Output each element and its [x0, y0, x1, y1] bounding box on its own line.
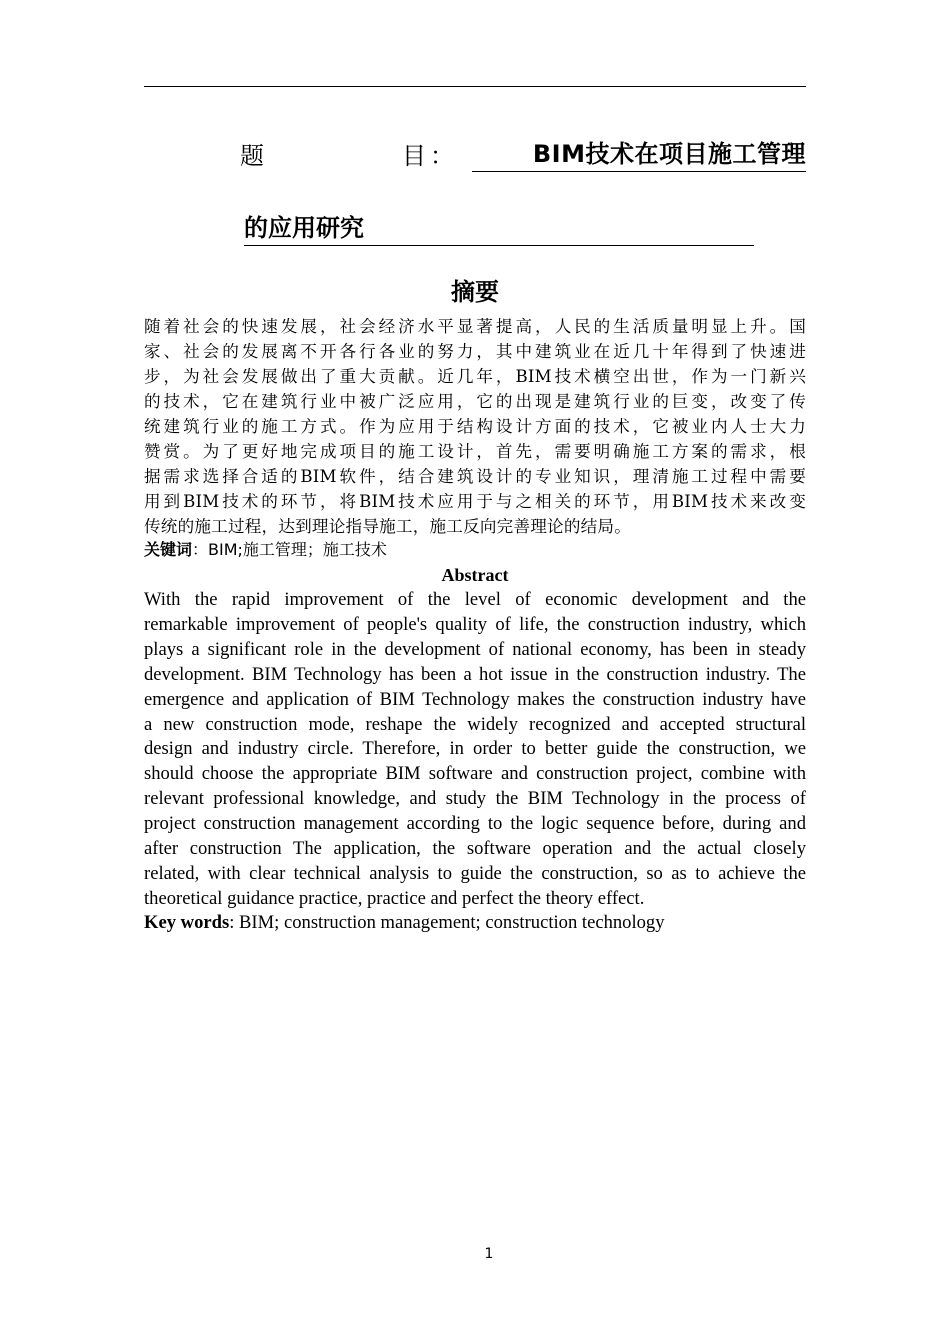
title-label-char2: 目: [402, 142, 426, 170]
abstract-cn-body: [144, 314, 806, 539]
abstract-cn-line: 用到BIM技术的环节，将BIM技术应用于与之相关的环节，用BIM技术来改变: [144, 492, 806, 511]
title-text-line1: BIM技术在项目施工管理: [472, 134, 806, 172]
cn-keywords-label: 关键词: [144, 540, 193, 559]
abstract-en-line: after construction The application, the software operation and the actual closely: [144, 838, 806, 860]
title-label-char1: 题: [240, 142, 264, 170]
cn-keywords: [144, 539, 806, 561]
abstract-en-line: plays a significant role in the development of national economy, has been in steady: [144, 638, 806, 660]
abstract-cn-line: 家、社会的发展离不开各行各业的努力，其中建筑业在近几十年得到了快速进: [144, 342, 806, 361]
page-number: 1: [484, 1246, 494, 1262]
abstract-cn-heading: 摘要: [451, 278, 499, 306]
abstract-en-body: [144, 588, 806, 912]
en-keywords-label: Key words: [144, 912, 230, 933]
abstract-en-line: design and industry circle. Therefore, in order to better guide the construction, we: [144, 738, 806, 760]
abstract-cn-line: 赞赏。为了更好地完成项目的施工设计，首先，需要明确施工方案的需求，根: [144, 442, 806, 461]
abstract-en-line: should choose the appropriate BIM software and construction project, combine with: [144, 763, 806, 785]
abstract-cn-line: 传统的施工过程，达到理论指导施工，施工反向完善理论的结局。: [144, 517, 632, 536]
abstract-en-line: remarkable improvement of people's quality of life, the construction industry, which: [144, 613, 806, 635]
title-text-line2: 的应用研究: [244, 208, 754, 246]
abstract-en-line: theoretical guidance practice, practice and perfect the theory effect.: [144, 887, 645, 909]
title-label-colon: ：: [430, 142, 454, 170]
abstract-cn-line: 随着社会的快速发展，社会经济水平显著提高，人民的生活质量明显上升。国: [144, 317, 806, 336]
abstract-en-line: project construction management according to the logic sequence before, during and: [144, 813, 806, 835]
cn-keywords-text: ：BIM;施工管理；施工技术: [192, 540, 387, 559]
abstract-cn-line: 统建筑行业的施工方式。作为应用于结构设计方面的技术，它被业内人士大力: [144, 417, 806, 436]
title-row: [144, 134, 806, 170]
en-keywords-text: : BIM; construction management; construction technology: [229, 912, 665, 933]
abstract-cn-line: 步，为社会发展做出了重大贡献。近几年，BIM技术横空出世，作为一门新兴: [144, 367, 806, 386]
abstract-cn-line: 据需求选择合适的BIM软件，结合建筑设计的专业知识，理清施工过程中需要: [144, 467, 806, 486]
abstract-en-line: development. BIM Technology has been a hot issue in the construction industry. The: [144, 663, 806, 685]
top-rule: [144, 86, 806, 87]
abstract-cn-line: 的技术，它在建筑行业中被广泛应用，它的出现是建筑行业的巨变，改变了传: [144, 392, 806, 411]
abstract-en-line: a new construction mode, reshape the widely recognized and accepted structural: [144, 713, 806, 735]
abstract-en-line: emergence and application of BIM Technology makes the construction industry have: [144, 688, 806, 710]
abstract-en-line: relevant professional knowledge, and study the BIM Technology in the process of: [144, 788, 806, 810]
abstract-en-line: related, with clear technical analysis to guide the construction, so as to achieve the: [144, 862, 806, 884]
abstract-en-line: With the rapid improvement of the level of economic development and the: [144, 589, 806, 610]
en-keywords: [144, 911, 806, 935]
abstract-en-heading: Abstract: [441, 565, 509, 585]
